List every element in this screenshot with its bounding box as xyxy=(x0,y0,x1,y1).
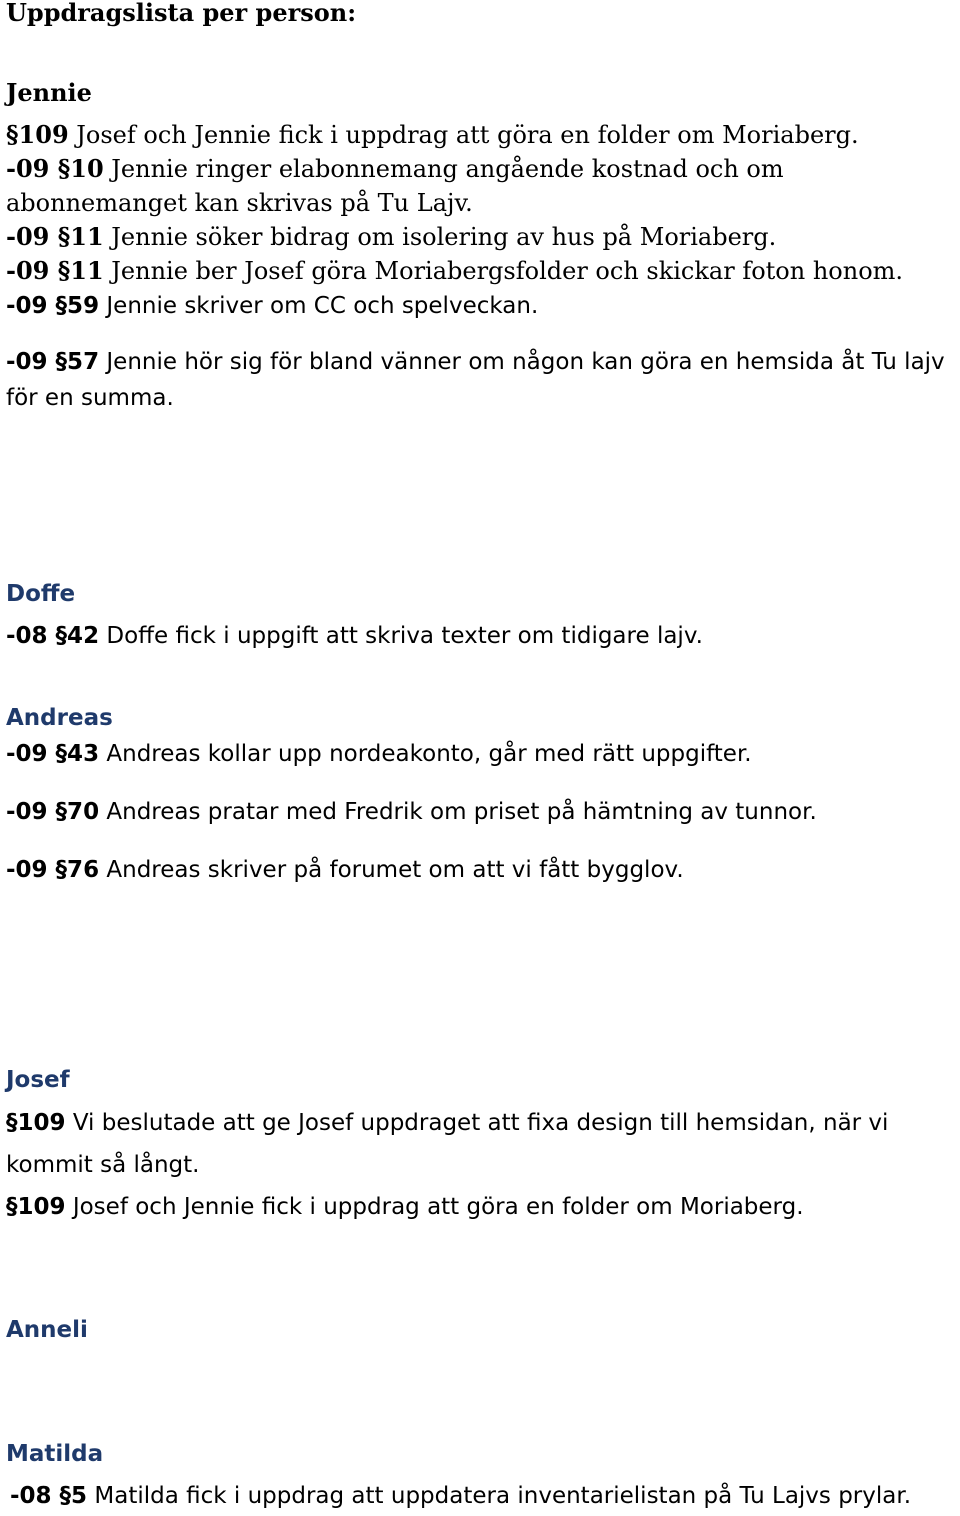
jennie-entries-sans-2 xyxy=(6,344,958,416)
entry-text: Jennie skriver om CC och spelveckan. xyxy=(99,293,539,319)
entry-text: Andreas kollar upp nordeakonto, går med rätt uppgifter. xyxy=(99,741,752,767)
list-item xyxy=(6,344,958,416)
andreas-entry-1 xyxy=(6,734,958,774)
list-item xyxy=(6,1186,958,1228)
jennie-entries xyxy=(6,118,958,288)
list-item xyxy=(6,152,958,220)
person-heading-andreas: Andreas xyxy=(6,705,113,731)
paragraph-ref: §109 xyxy=(6,1194,66,1220)
paragraph-ref: -09 §70 xyxy=(6,799,100,825)
entry-text: Doffe fick i uppgift att skriva texter om tidigare lajv. xyxy=(99,623,703,649)
list-item xyxy=(6,792,958,832)
list-item xyxy=(6,118,958,152)
paragraph-ref: -09 §43 xyxy=(6,741,100,767)
entry-text: Matilda fick i uppdrag att uppdatera inventarielistan på Tu Lajvs prylar. xyxy=(87,1483,912,1509)
josef-entries xyxy=(6,1102,958,1228)
person-heading-matilda: Matilda xyxy=(6,1441,104,1467)
list-item xyxy=(6,220,958,254)
person-heading-josef: Josef xyxy=(6,1067,70,1093)
entry-text: Andreas pratar med Fredrik om priset på hämtning av tunnor. xyxy=(99,799,817,825)
jennie-entries-sans xyxy=(6,286,958,326)
page-title: Uppdragslista per person: xyxy=(6,0,357,27)
paragraph-ref: -09 §59 xyxy=(6,293,100,319)
list-item xyxy=(6,850,958,890)
entry-text: Andreas skriver på forumet om att vi fått bygglov. xyxy=(99,857,684,883)
entry-text: Josef och Jennie fick i uppdrag att göra en folder om Moriaberg. xyxy=(65,1194,804,1220)
paragraph-ref: -09 §10 xyxy=(6,154,104,183)
entry-text: Josef och Jennie fick i uppdrag att göra en folder om Moriaberg. xyxy=(68,121,859,149)
entry-text: Vi beslutade att ge Josef uppdraget att fixa design till hemsidan, när vi kommit så långt. xyxy=(6,1110,889,1178)
entry-text: Jennie söker bidrag om isolering av hus på Moriaberg. xyxy=(103,223,777,251)
andreas-entry-3 xyxy=(6,850,958,890)
paragraph-ref: -09 §76 xyxy=(6,857,100,883)
paragraph-ref: -09 §11 xyxy=(6,222,104,251)
person-heading-jennie: Jennie xyxy=(6,78,92,107)
list-item xyxy=(6,286,958,326)
paragraph-ref: -09 §11 xyxy=(6,256,104,285)
entry-text: Jennie ber Josef göra Moriabergsfolder och skickar foton honom. xyxy=(103,257,904,285)
list-item xyxy=(6,254,958,288)
list-item xyxy=(6,616,958,656)
entry-text: Jennie hör sig för bland vänner om någon kan göra en hemsida åt Tu lajv för en summa. xyxy=(6,349,945,411)
person-heading-anneli: Anneli xyxy=(6,1317,88,1343)
list-item xyxy=(10,1476,960,1516)
andreas-entry-2 xyxy=(6,792,958,832)
list-item xyxy=(6,1102,958,1186)
paragraph-ref: §109 xyxy=(6,1110,66,1136)
matilda-entries xyxy=(10,1476,960,1516)
doffe-entries xyxy=(6,616,958,656)
paragraph-ref: -09 §57 xyxy=(6,349,100,375)
paragraph-ref: §109 xyxy=(6,120,69,149)
person-heading-doffe: Doffe xyxy=(6,581,76,607)
paragraph-ref: -08 §42 xyxy=(6,623,100,649)
entry-text: Jennie ringer elabonnemang angående kostnad och om abonnemanget kan skrivas på Tu Lajv. xyxy=(6,155,784,217)
paragraph-ref: -08 §5 xyxy=(10,1483,88,1509)
list-item xyxy=(6,734,958,774)
